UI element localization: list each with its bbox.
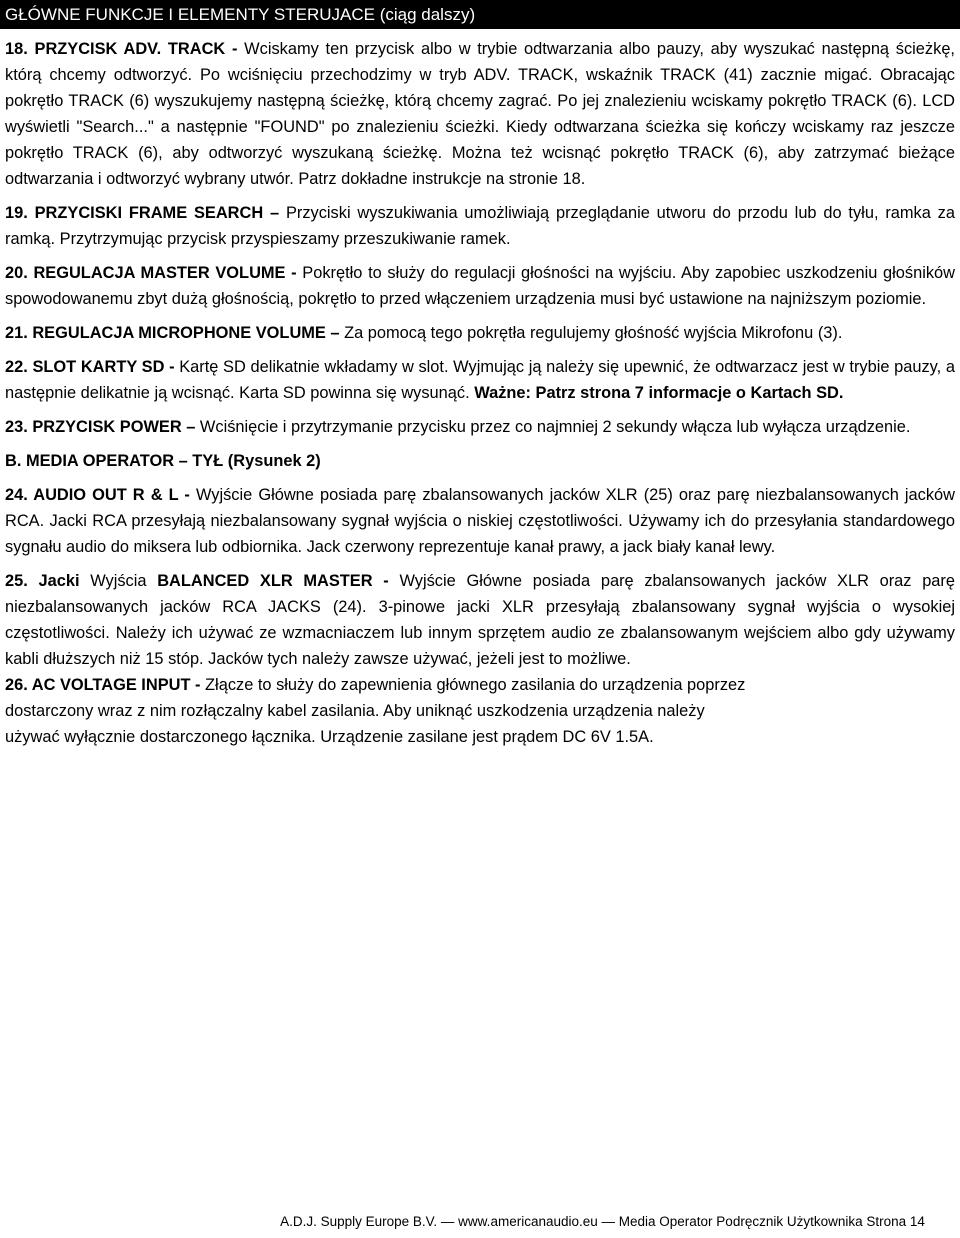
section-22 (5, 354, 955, 406)
section-24-text: Wyjście Główne posiada parę zbalansowanych jacków XLR (25) oraz parę niezbalansowanych jacków RCA. Jacki RCA przesyłają niezbalansowany sygnał wyjścia o niskiej częstotliwości. Używamy ich do przesyłania standardowego sygnału audio do miksera lub odbiornika. Jack czerwony reprezentuje kanał prawy, a jack biały kanał lewy. (5, 486, 955, 556)
header-title: GŁÓWNE FUNKCJE I ELEMENTY STERUJACE (ciąg dalszy) (5, 5, 476, 24)
section-b-title: B. MEDIA OPERATOR – TYŁ (Rysunek 2) (5, 452, 321, 470)
section-24-heading: 24. AUDIO OUT R & L - (5, 486, 196, 504)
section-19 (5, 200, 955, 252)
section-26-heading: 26. AC VOLTAGE INPUT - (5, 676, 206, 694)
section-26 (5, 672, 955, 750)
section-24 (5, 482, 955, 560)
section-26-line-3: używać wyłącznie dostarczonego łącznika. Urządzenie zasilane jest prądem DC 6V 1.5A. (5, 728, 654, 746)
section-25-heading: 25. Jacki (5, 572, 91, 590)
section-22-text: Kartę SD delikatnie wkładamy w slot. Wyjmując ją należy się upewnić, że odtwarzacz jest w trybie pauzy, a następnie delikatnie ją wcisnąć. Karta SD powinna się wysunąć. (5, 358, 955, 402)
section-23-heading: 23. PRZYCISK POWER – (5, 418, 200, 436)
section-25-text-a: Wyjścia (90, 572, 158, 590)
section-20-heading: 20. REGULACJA MASTER VOLUME - (5, 264, 303, 282)
section-21-heading: 21. REGULACJA MICROPHONE VOLUME – (5, 324, 345, 342)
section-20-text: Pokrętło to służy do regulacji głośności na wyjściu. Aby zapobiec uszkodzeniu głośników spowodowanemu zbyt dużą głośnością, pokrętło to przed włączeniem urządzenia musi być ustawione na najniższym poziomie. (5, 264, 955, 308)
section-25-text-b: Wyjście Główne posiada parę zbalansowanych jacków XLR oraz parę niezbalansowanych jacków RCA JACKS (24). 3-pinowe jacki XLR przesyłają zbalansowany sygnał wyjścia o wysokiej częstotliwości. Należy ich używać ze wzmacniaczem lub innym sprzętem audio ze zbalansowanym wejściem albo gdy używamy kabli dłuższych niż 15 stóp. Jacków tych należy zawsze używać, jeżeli jest to możliwe. (5, 572, 955, 668)
section-18-text: Wciskamy ten przycisk albo w trybie odtwarzania albo pauzy, aby wyszukać następną ścieżkę, którą chcemy odtworzyć. Po wciśnięciu przechodzimy w tryb ADV. TRACK, wskaźnik TRACK (41) zacznie migać. Obracając pokrętło TRACK (6) wyszukujemy następną ścieżkę, którą chcemy zagrać. Po jej znalezieniu wciskamy pokrętło TRACK (6). LCD wyświetli "Search..." a następnie "FOUND" po znalezieniu ścieżki. Kiedy odtwarzana ścieżka się kończy wciskamy raz jeszcze pokrętło TRACK (6), aby odtworzyć wyszukaną ścieżkę. Można też wcisnąć pokrętło TRACK (6), aby zatrzymać bieżące odtwarzania i odtworzyć wybrany utwór. Patrz dokładne instrukcje na stronie 18. (5, 40, 955, 188)
section-18 (5, 36, 955, 192)
section-26-line-2: dostarczony wraz z nim rozłączalny kabel zasilania. Aby uniknąć uszkodzenia urządzenia należy (5, 702, 705, 720)
section-21-text: Za pomocą tego pokrętła regulujemy głośność wyjścia Mikrofonu (3). (344, 324, 843, 342)
section-26-line-1: Złącze to służy do zapewnienia głównego zasilania do urządzenia poprzez (205, 676, 746, 694)
section-23-text: Wciśnięcie i przytrzymanie przycisku przez co najmniej 2 sekundy włącza lub wyłącza urządzenie. (199, 418, 911, 436)
section-19-text: Przyciski wyszukiwania umożliwiają przeglądanie utworu do przodu lub do tyłu, ramka za ramką. Przytrzymując przycisk przyspieszamy przeszukiwanie ramek. (5, 204, 955, 248)
section-21 (5, 320, 955, 346)
section-25-subheading: BALANCED XLR MASTER - (157, 572, 400, 590)
page-header (0, 0, 960, 29)
section-22-heading: 22. SLOT KARTY SD - (5, 358, 180, 376)
document-body (5, 36, 955, 758)
section-20 (5, 260, 955, 312)
section-25 (5, 568, 955, 672)
section-18-heading: 18. PRZYCISK ADV. TRACK - (5, 40, 245, 58)
section-22-note: Ważne: Patrz strona 7 informacje o Kartach SD. (474, 384, 844, 402)
section-23 (5, 414, 955, 440)
footer-text: A.D.J. Supply Europe B.V. — www.americanaudio.eu — Media Operator Podręcznik Użytkownika Strona 14 (280, 1214, 925, 1229)
section-19-heading: 19. PRZYCISKI FRAME SEARCH – (5, 204, 286, 222)
section-b-heading (5, 448, 955, 474)
page-footer (0, 1213, 960, 1231)
